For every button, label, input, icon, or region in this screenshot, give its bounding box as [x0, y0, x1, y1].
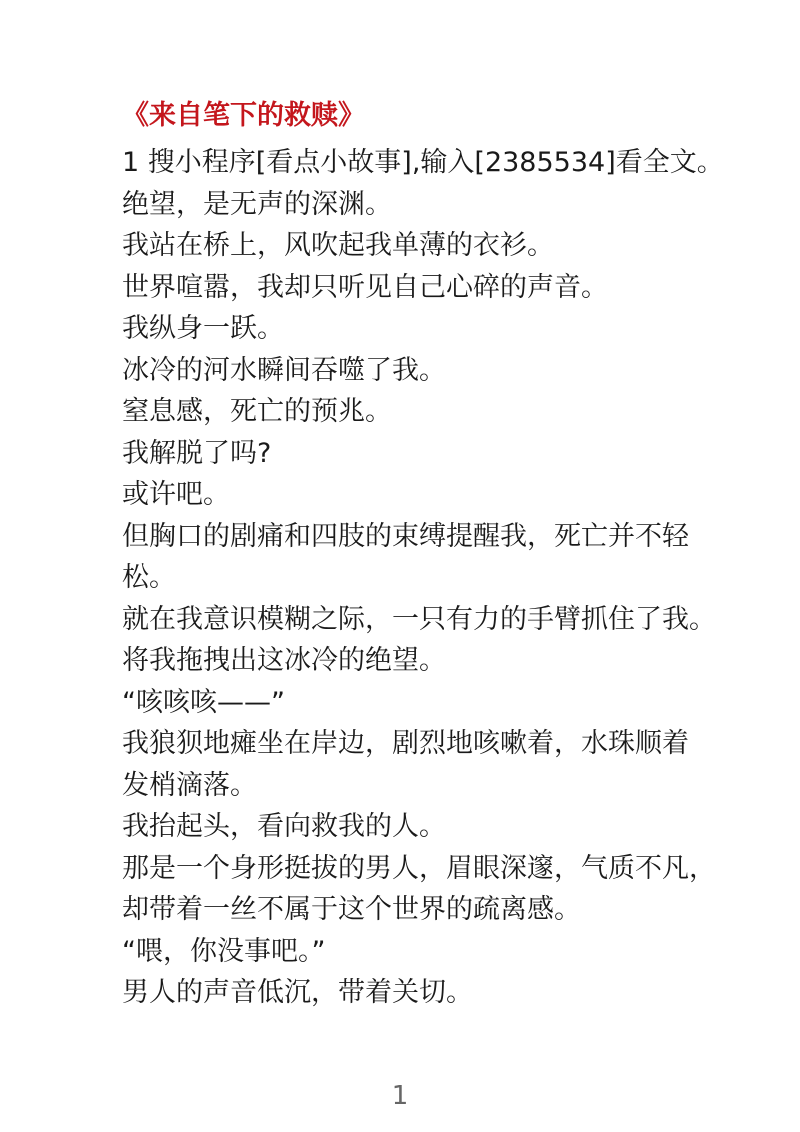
text-line: 1 搜小程序[看点小故事],输入[2385534]看全文。 [122, 147, 724, 178]
text-line: 绝望，是无声的深渊。 [122, 188, 392, 220]
document-title: 《来自笔下的救赎》 [122, 100, 365, 131]
text-line: 男人的声音低沉，带着关切。 [122, 977, 473, 1008]
text-line: 我纵身一跃。 [122, 313, 284, 344]
text-line: 松。 [122, 562, 176, 593]
text-line: 将我拖拽出这冰冷的绝望。 [122, 645, 446, 676]
document-body [122, 142, 722, 1014]
text-line: 或许吧。 [122, 479, 230, 510]
text-line: 那是一个身形挺拔的男人，眉眼深邃，气质不凡， [122, 852, 716, 884]
text-line: “咳咳咳——” [122, 686, 285, 718]
text-line: 窒息感，死亡的预兆。 [122, 396, 392, 427]
page-number: 1 [391, 1081, 409, 1111]
text-line: 我解脱了吗? [122, 437, 272, 469]
text-line: 我站在桥上，风吹起我单薄的衣衫。 [122, 230, 554, 261]
text-line: 却带着一丝不属于这个世界的疏离感。 [122, 894, 581, 925]
text-line: 冰冷的河水瞬间吞噬了我。 [122, 354, 446, 386]
text-line: 世界喧嚣，我却只听见自己心碎的声音。 [122, 271, 608, 303]
text-line: 但胸口的剧痛和四肢的束缚提醒我，死亡并不轻 [122, 520, 689, 552]
text-line: “喂，你没事吧。” [122, 935, 326, 967]
text-line: 发梢滴落。 [122, 769, 257, 801]
text-line: 我抬起头，看向救我的人。 [122, 811, 446, 842]
text-line: 就在我意识模糊之际，一只有力的手臂抓住了我。 [122, 603, 716, 635]
text-line: 我狼狈地瘫坐在岸边，剧烈地咳嗽着，水珠顺着 [122, 728, 689, 759]
